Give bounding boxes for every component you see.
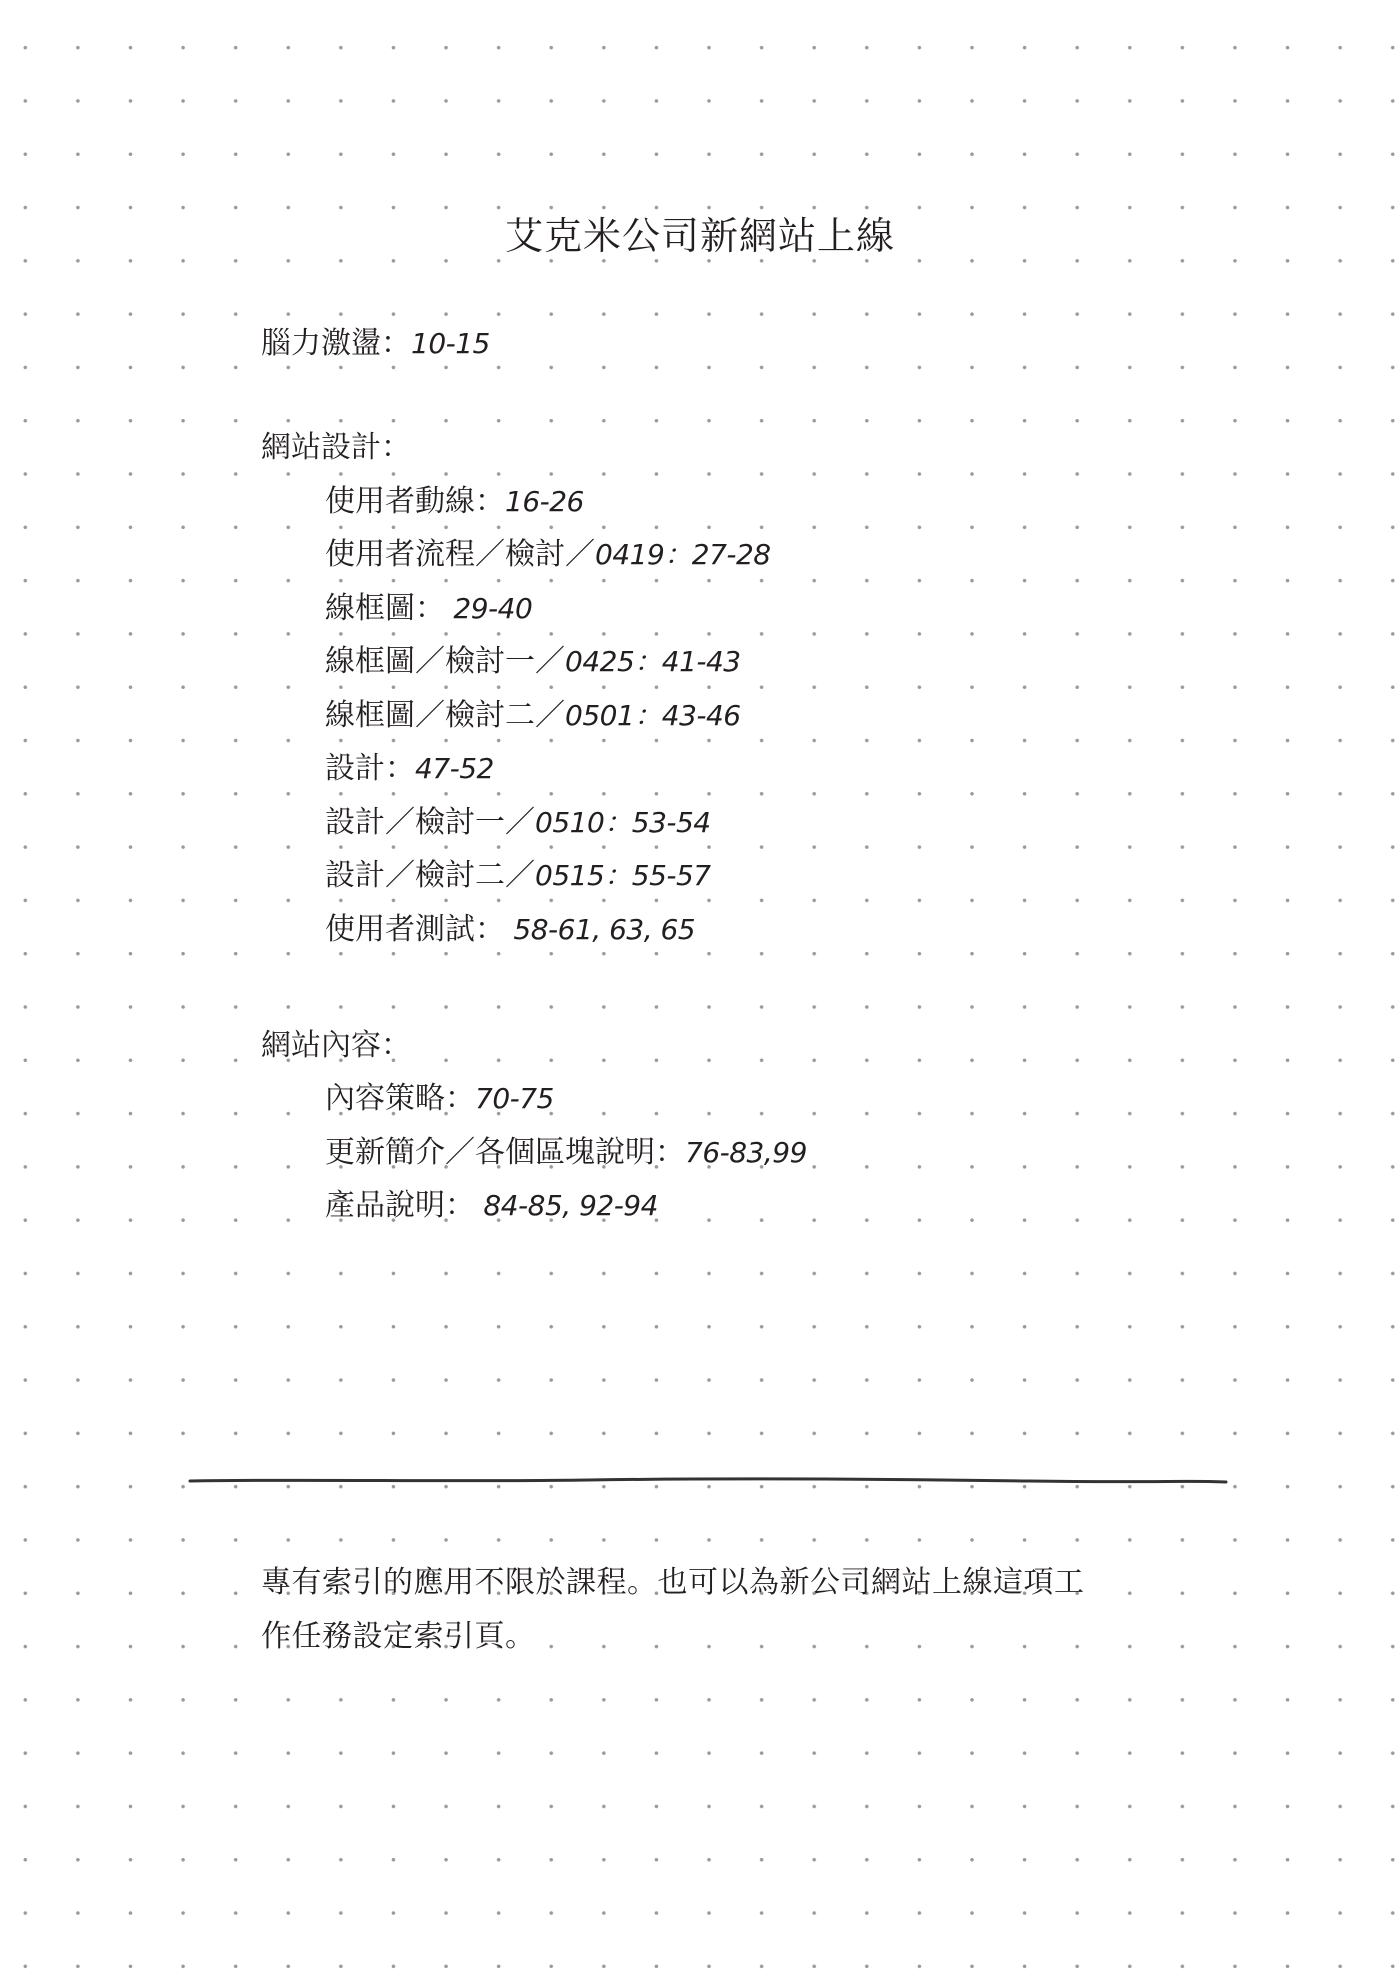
entry-label: 產品說明： [325, 1188, 475, 1223]
entry-label: 更新簡介／各個區塊說明： [325, 1135, 685, 1170]
index-entry [325, 908, 695, 952]
entry-label: 設計： [325, 751, 415, 786]
entry-label: 內容策略： [325, 1081, 475, 1116]
entry-label: 設計／檢討二／ [325, 858, 535, 893]
index-entry [325, 1077, 554, 1121]
entry-label: 使用者流程／檢討／ [325, 537, 595, 572]
entry-label: 線框圖： [325, 591, 445, 626]
entry-pages: 16-26 [505, 485, 584, 518]
entry-pages: 0501：43-46 [565, 699, 741, 732]
entry-pages: 10-15 [411, 327, 490, 360]
entry-label: 線框圖／檢討二／ [325, 698, 565, 733]
index-entry [325, 694, 741, 738]
index-entry [325, 1131, 807, 1175]
entry-label: 設計／檢討一／ [325, 805, 535, 840]
index-entry [325, 747, 494, 791]
section-heading-content: 網站內容： [261, 1028, 411, 1063]
entry-pages: 0510：53-54 [535, 806, 711, 839]
page-title: 艾克米公司新網站上線 [504, 214, 895, 258]
caption-line: 專有索引的應用不限於課程。也可以為新公司網站上線這項工 [261, 1565, 1085, 1600]
caption-note [261, 1556, 1161, 1664]
entry-label: 使用者測試： [325, 912, 505, 947]
entry-pages: 58-61, 63, 65 [505, 913, 696, 946]
entry-label: 線框圖／檢討一／ [325, 644, 565, 679]
index-entry [325, 854, 711, 898]
divider-line [188, 1476, 1228, 1486]
entry-label: 腦力激盪： [261, 326, 411, 361]
index-entry [325, 480, 584, 524]
entry-pages: 0515：55-57 [535, 859, 711, 892]
index-entry [325, 533, 771, 577]
index-entry [325, 640, 741, 684]
index-entry-brainstorm [261, 322, 490, 366]
entry-pages: 0425：41-43 [565, 645, 741, 678]
entry-pages: 47-52 [415, 752, 494, 785]
entry-pages: 70-75 [475, 1082, 554, 1115]
entry-label: 使用者動線： [325, 484, 505, 519]
entry-pages: 84-85, 92-94 [475, 1189, 658, 1222]
caption-line: 作任務設定索引頁。 [261, 1619, 536, 1654]
index-entry [325, 801, 711, 845]
entry-pages: 0419：27-28 [595, 538, 771, 571]
section-heading-design: 網站設計： [261, 430, 411, 465]
index-entry [325, 1184, 658, 1228]
entry-pages: 76-83,99 [685, 1136, 807, 1169]
index-entry [325, 587, 532, 631]
entry-pages: 29-40 [445, 592, 533, 625]
